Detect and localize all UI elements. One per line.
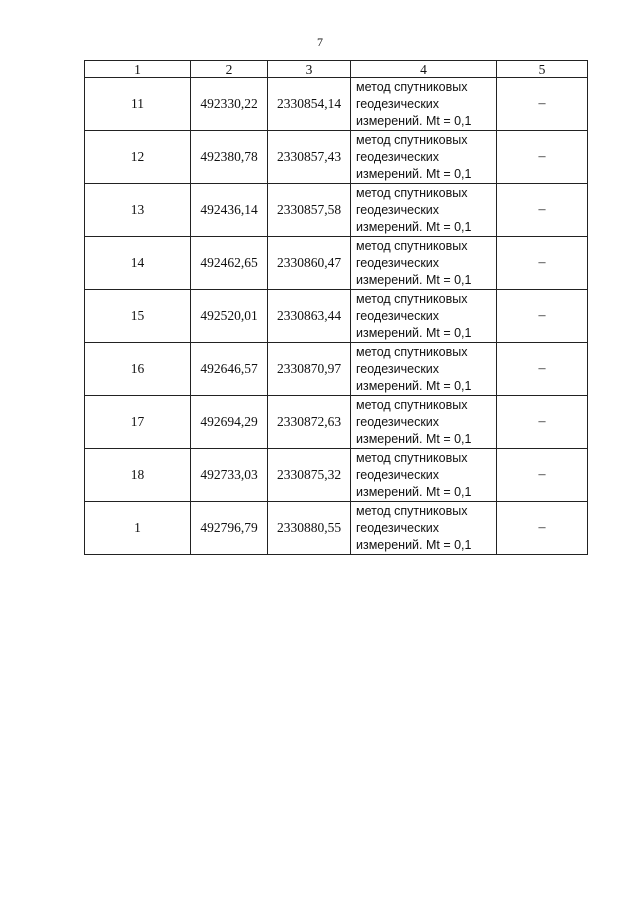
note-cell: – bbox=[497, 184, 588, 237]
method-text-line: геодезических bbox=[356, 255, 440, 270]
method-text-line: измерений. Mt = 0,1 bbox=[356, 272, 472, 287]
method-text-line: измерений. Mt = 0,1 bbox=[356, 378, 472, 393]
y-coordinate-cell: 2330857,58 bbox=[268, 184, 351, 237]
table-row bbox=[85, 396, 588, 449]
method-text-line: измерений. Mt = 0,1 bbox=[356, 113, 472, 128]
x-coordinate-cell: 492330,22 bbox=[191, 78, 268, 131]
point-number-cell: 18 bbox=[85, 449, 191, 502]
point-number-cell: 16 bbox=[85, 343, 191, 396]
y-coordinate-cell: 2330875,32 bbox=[268, 449, 351, 502]
x-coordinate-cell: 492694,29 bbox=[191, 396, 268, 449]
y-coordinate-cell: 2330854,14 bbox=[268, 78, 351, 131]
column-header: 1 bbox=[85, 61, 191, 78]
method-text-line: измерений. Mt = 0,1 bbox=[356, 219, 472, 234]
method-text-line: геодезических bbox=[356, 308, 440, 323]
note-cell: – bbox=[497, 237, 588, 290]
note-cell: – bbox=[497, 290, 588, 343]
method-text-line: геодезических bbox=[356, 149, 440, 164]
column-header: 5 bbox=[497, 61, 588, 78]
table-row bbox=[85, 502, 588, 555]
note-cell: – bbox=[497, 449, 588, 502]
point-number-cell: 12 bbox=[85, 131, 191, 184]
point-number-cell: 11 bbox=[85, 78, 191, 131]
column-header: 2 bbox=[191, 61, 268, 78]
point-number-cell: 13 bbox=[85, 184, 191, 237]
method-text-line: измерений. Mt = 0,1 bbox=[356, 484, 472, 499]
method-text-line: геодезических bbox=[356, 361, 440, 376]
method-text-line: метод спутниковых bbox=[356, 450, 468, 465]
y-coordinate-cell: 2330870,97 bbox=[268, 343, 351, 396]
page-number: 7 bbox=[317, 35, 323, 49]
x-coordinate-cell: 492520,01 bbox=[191, 290, 268, 343]
method-text-line: метод спутниковых bbox=[356, 238, 468, 253]
method-text-line: измерений. Mt = 0,1 bbox=[356, 537, 472, 552]
y-coordinate-cell: 2330863,44 bbox=[268, 290, 351, 343]
note-cell: – bbox=[497, 502, 588, 555]
y-coordinate-cell: 2330880,55 bbox=[268, 502, 351, 555]
method-cell bbox=[351, 78, 497, 131]
table-row bbox=[85, 131, 588, 184]
x-coordinate-cell: 492733,03 bbox=[191, 449, 268, 502]
method-text-line: метод спутниковых bbox=[356, 503, 468, 518]
note-cell: – bbox=[497, 131, 588, 184]
method-cell bbox=[351, 290, 497, 343]
method-text-line: метод спутниковых bbox=[356, 291, 468, 306]
method-text-line: метод спутниковых bbox=[356, 79, 468, 94]
x-coordinate-cell: 492462,65 bbox=[191, 237, 268, 290]
method-cell bbox=[351, 131, 497, 184]
column-header: 4 bbox=[351, 61, 497, 78]
x-coordinate-cell: 492796,79 bbox=[191, 502, 268, 555]
method-text-line: метод спутниковых bbox=[356, 132, 468, 147]
method-text-line: геодезических bbox=[356, 467, 440, 482]
point-number-cell: 14 bbox=[85, 237, 191, 290]
method-text-line: метод спутниковых bbox=[356, 344, 468, 359]
x-coordinate-cell: 492646,57 bbox=[191, 343, 268, 396]
method-text-line: измерений. Mt = 0,1 bbox=[356, 166, 472, 181]
point-number-cell: 15 bbox=[85, 290, 191, 343]
table-row bbox=[85, 290, 588, 343]
method-cell bbox=[351, 237, 497, 290]
x-coordinate-cell: 492380,78 bbox=[191, 131, 268, 184]
y-coordinate-cell: 2330872,63 bbox=[268, 396, 351, 449]
table-row bbox=[85, 343, 588, 396]
method-text-line: геодезических bbox=[356, 520, 440, 535]
method-cell bbox=[351, 449, 497, 502]
table-row bbox=[85, 78, 588, 131]
method-cell bbox=[351, 184, 497, 237]
column-header: 3 bbox=[268, 61, 351, 78]
note-cell: – bbox=[497, 78, 588, 131]
method-cell bbox=[351, 502, 497, 555]
note-cell: – bbox=[497, 343, 588, 396]
note-cell: – bbox=[497, 396, 588, 449]
y-coordinate-cell: 2330857,43 bbox=[268, 131, 351, 184]
y-coordinate-cell: 2330860,47 bbox=[268, 237, 351, 290]
point-number-cell: 17 bbox=[85, 396, 191, 449]
coordinates-table bbox=[84, 60, 588, 555]
method-cell bbox=[351, 343, 497, 396]
method-text-line: метод спутниковых bbox=[356, 397, 468, 412]
method-text-line: метод спутниковых bbox=[356, 185, 468, 200]
table-row bbox=[85, 449, 588, 502]
method-text-line: измерений. Mt = 0,1 bbox=[356, 325, 472, 340]
method-text-line: геодезических bbox=[356, 96, 440, 111]
x-coordinate-cell: 492436,14 bbox=[191, 184, 268, 237]
table-row bbox=[85, 184, 588, 237]
table-header-row bbox=[85, 61, 588, 78]
point-number-cell: 1 bbox=[85, 502, 191, 555]
table-row bbox=[85, 237, 588, 290]
method-text-line: геодезических bbox=[356, 202, 440, 217]
method-text-line: измерений. Mt = 0,1 bbox=[356, 431, 472, 446]
method-text-line: геодезических bbox=[356, 414, 440, 429]
method-cell bbox=[351, 396, 497, 449]
